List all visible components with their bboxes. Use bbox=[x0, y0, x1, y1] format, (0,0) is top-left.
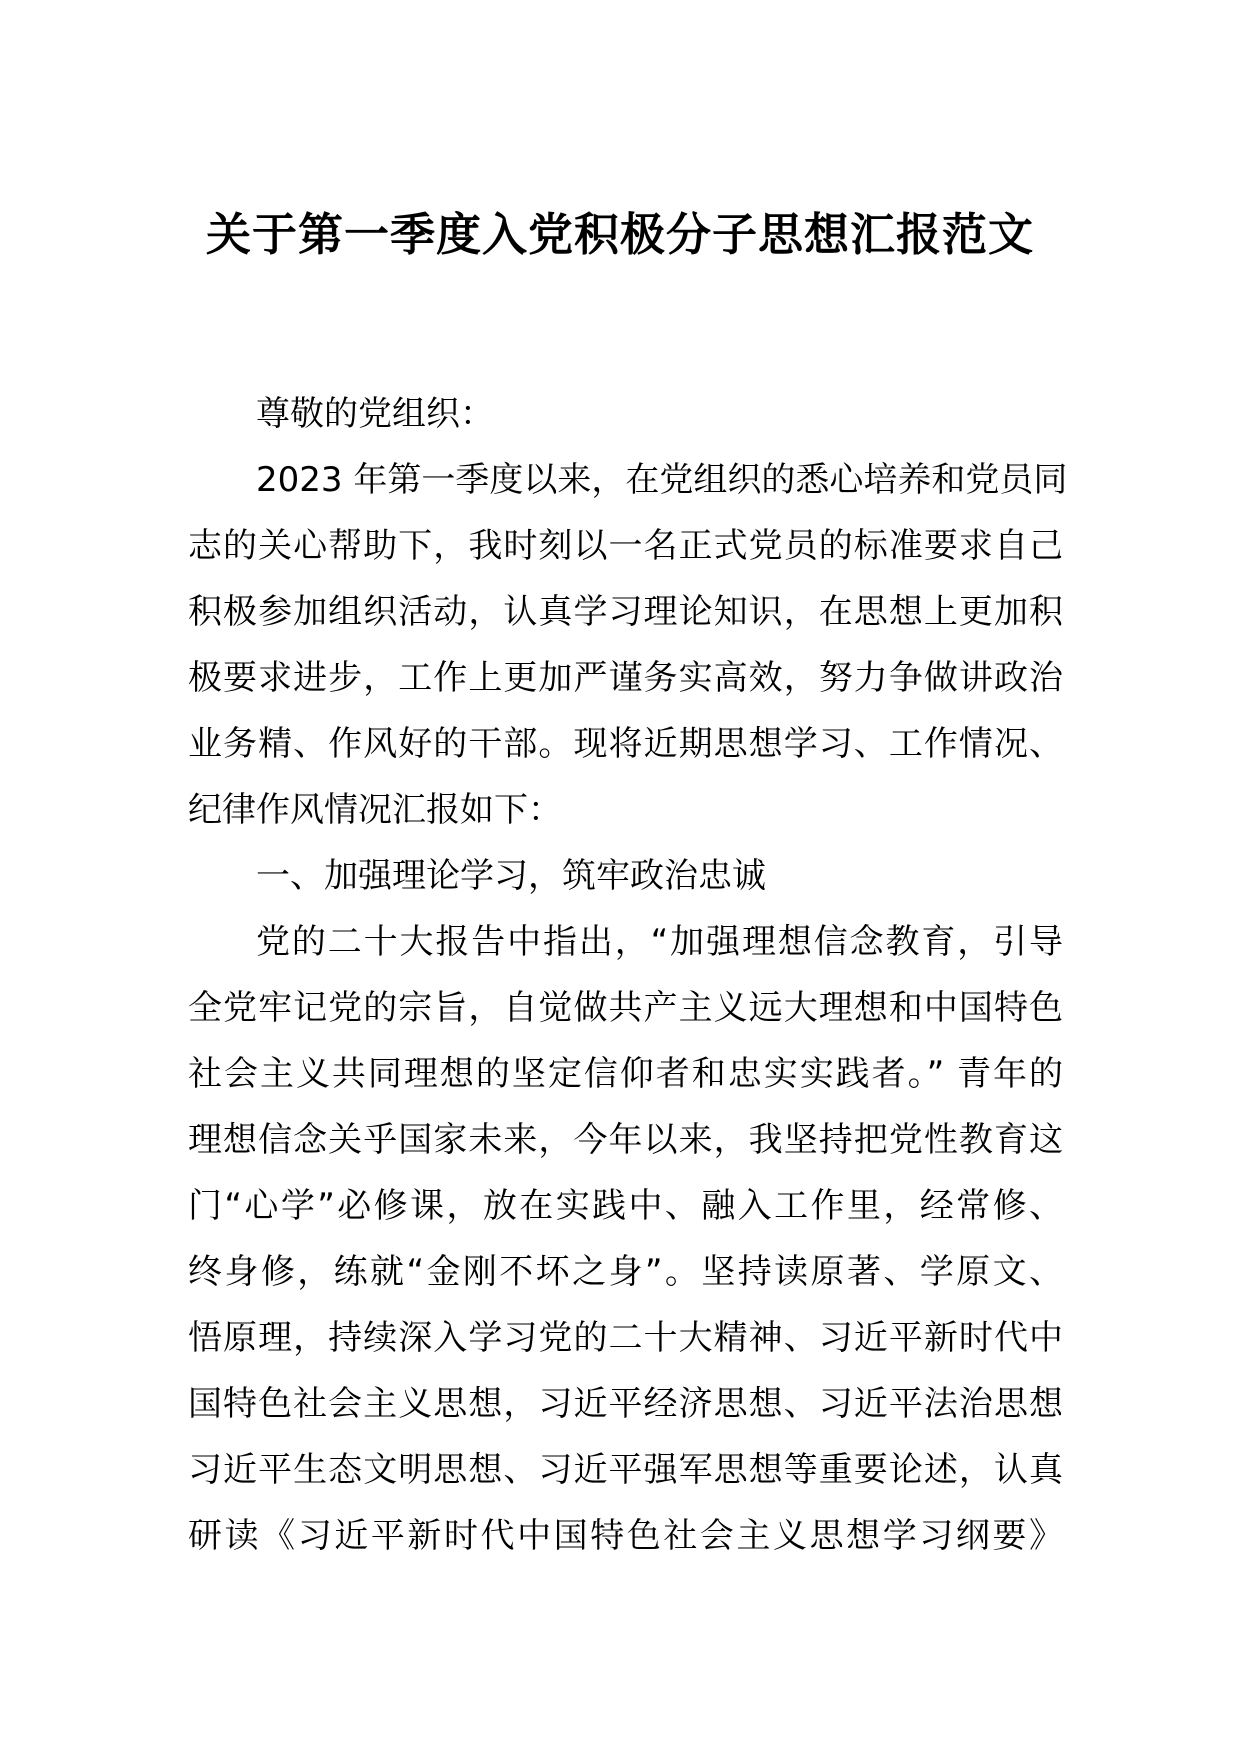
paragraph-line: 终身修，练就“金刚不坏之身”。坚持读原著、学原文、 bbox=[188, 1252, 1063, 1292]
paragraph-line: 全党牢记党的宗旨，自觉做共产主义远大理想和中国特色 bbox=[188, 988, 1063, 1028]
paragraph-line: 积极参加组织活动，认真学习理论知识，在思想上更加积 bbox=[188, 592, 1063, 632]
paragraph-line: 理想信念关乎国家未来，今年以来，我坚持把党性教育这 bbox=[188, 1120, 1063, 1160]
paragraph-line: 2023 年第一季度以来，在党组织的悉心培养和党员同 bbox=[256, 460, 1068, 500]
section-heading: 一、加强理论学习，筑牢政治忠诚 bbox=[256, 856, 766, 896]
paragraph-line: 业务精、作风好的干部。现将近期思想学习、工作情况、 bbox=[188, 724, 1063, 764]
document-title: 关于第一季度入党积极分子思想汇报范文 bbox=[205, 208, 1034, 261]
salutation-line: 尊敬的党组织： bbox=[256, 394, 494, 434]
paragraph-line: 极要求进步，工作上更加严谨务实高效，努力争做讲政治 bbox=[188, 658, 1063, 698]
paragraph-line: 党的二十大报告中指出，“加强理想信念教育，引导 bbox=[256, 922, 1063, 962]
paragraph-line: 社会主义共同理想的坚定信仰者和忠实实践者。” 青年的 bbox=[188, 1054, 1063, 1094]
paragraph-line: 志的关心帮助下，我时刻以一名正式党员的标准要求自己 bbox=[188, 526, 1063, 566]
paragraph-line: 国特色社会主义思想，习近平经济思想、习近平法治思想 bbox=[188, 1384, 1063, 1424]
paragraph-line: 门“心学”必修课，放在实践中、融入工作里，经常修、 bbox=[188, 1186, 1063, 1226]
document-body bbox=[188, 381, 1068, 1569]
paragraph-line: 习近平生态文明思想、习近平强军思想等重要论述，认真 bbox=[188, 1450, 1063, 1490]
paragraph-line: 悟原理，持续深入学习党的二十大精神、习近平新时代中 bbox=[188, 1318, 1063, 1358]
paragraph-line: 研读《习近平新时代中国特色社会主义思想学习纲要》 bbox=[188, 1516, 1063, 1556]
paragraph-line: 纪律作风情况汇报如下： bbox=[188, 790, 562, 830]
